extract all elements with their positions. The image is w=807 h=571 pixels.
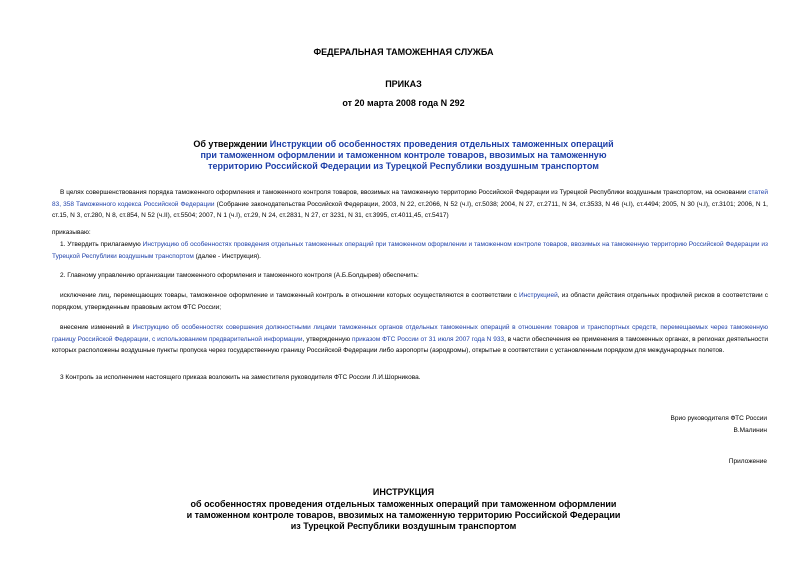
sub-item-2-text: внесение изменений в: [60, 324, 133, 331]
sub-item-2-text-end: , в части обеспечения ее применения в таможенных органах, в регионах деятельности которых расположены воздушные пункты пропуска через государственную границу Российской Федерации либо аэропорты (аэродромы), открытые в соответствии с установленным порядком для международных полетов.: [52, 335, 769, 354]
agency-name: ФЕДЕРАЛЬНАЯ ТАМОЖЕННАЯ СЛУЖБА: [313, 47, 494, 57]
preliminary-info-instruction-link[interactable]: Инструкцию об особенностях совершения должностными лицами таможенных органов отдельных таможенных операций в отношении товаров и транспортных средств, перемещаемых через таможенную границу Российской Федерации, с использованием предварительной информации: [52, 324, 768, 343]
sub-item-2-paragraph: [52, 322, 768, 357]
item-3-paragraph: 3 Контроль за исполнением настоящего приказа возложить на заместителя руководителя ФТС России Л.И.Шорникова.: [60, 374, 421, 381]
preamble-text: В целях совершенствования порядка таможенного оформления и таможенного контроля товаров, ввозимых на таможенную территорию Российской Федерации из Турецкой Республики воздушным транспортом, на основании: [60, 189, 749, 196]
order-933-link[interactable]: приказом ФТС России от 31 июля 2007 года N 933: [351, 335, 505, 343]
sub-item-2-text-mid: , утвержденную: [302, 335, 352, 343]
item-2-paragraph: 2. Главному управлению организации таможенного оформления и таможенного контроля (А.Б.Болдырев) обеспечить:: [60, 272, 419, 279]
title-link-line-2[interactable]: при таможенном оформлении и таможенном контроле товаров, ввозимых на таможенную: [200, 150, 607, 160]
instruction-heading: ИНСТРУКЦИЯ: [372, 487, 435, 497]
instruction-link[interactable]: Инструкцию об особенностях проведения отдельных таможенных операций при таможенном оформлении и таможенном контроле товаров, ввозимых на таможенную территорию Российской Федерации из Турецкой Республики воздушным транспортом: [52, 241, 768, 260]
title-prefix: Об утверждении: [193, 139, 270, 149]
title-link-line-1[interactable]: Инструкции об особенностях проведения отдельных таможенных операций: [269, 139, 614, 149]
document-date-number: от 20 марта 2008 года N 292: [342, 98, 465, 108]
preamble-paragraph: [52, 187, 768, 222]
instruction-title-line-3: из Турецкой Республики воздушным транспортом: [290, 521, 517, 531]
instruction-ref-link[interactable]: Инструкцией: [519, 292, 558, 299]
title-link-line-3[interactable]: территорию Российской Федерации из Турецкой Республики воздушным транспортом: [208, 161, 599, 171]
signature-name: В.Малинин: [733, 427, 767, 434]
order-word: приказываю:: [52, 229, 91, 236]
instruction-title-line-1: об особенностях проведения отдельных таможенных операций при таможенном оформлении: [190, 499, 617, 509]
signature-position: Врио руководителя ФТС России: [670, 415, 767, 422]
item-1-text: 1. Утвердить прилагаемую: [60, 241, 143, 248]
tax-code-link[interactable]: статей 83, 358 Таможенного кодекса Российской Федерации: [52, 189, 768, 208]
document-type: ПРИКАЗ: [385, 79, 422, 89]
preamble-text-cont: (Собрание законодательства Российской Федерации, 2003, N 22, ст.2066, N 52 (ч.I), ст.5038; 2004, N 27, ст.2711, N 34, ст.3533, N 46 (ч.I), ст.4494; 2005, N 30 (ч.I), ст.3101; 2006, N 1, ст.15, N 3, ст.280, N 8, ст.854, N 52 (ч.II), ст.5504; 2007, N 1 (ч.I), ст.29, N 24, ст.2831, N 27, ст 3231, N 31, ст.3995, ст.4011,45, ст.5417): [52, 200, 768, 219]
document-title: [0, 139, 807, 172]
sub-item-1-text-cont: , из области действия отдельных профилей рисков в соответствии с порядком, утвержденным правовым актом ФТС России;: [52, 292, 768, 311]
sub-item-1-paragraph: [52, 290, 768, 313]
instruction-title-line-2: и таможенном контроле товаров, ввозимых на таможенную территорию Российской Федерации: [186, 510, 621, 520]
item-1-paragraph: [52, 239, 768, 262]
sub-item-1-text: исключение лиц, перемещающих товары, таможенное оформление и таможенный контроль в отношении которых осуществляются в соответствии с: [60, 292, 520, 299]
appendix-label: Приложение: [728, 458, 767, 465]
item-1-text-cont: (далее - Инструкция).: [193, 252, 261, 260]
title-line-1: [0, 139, 807, 150]
